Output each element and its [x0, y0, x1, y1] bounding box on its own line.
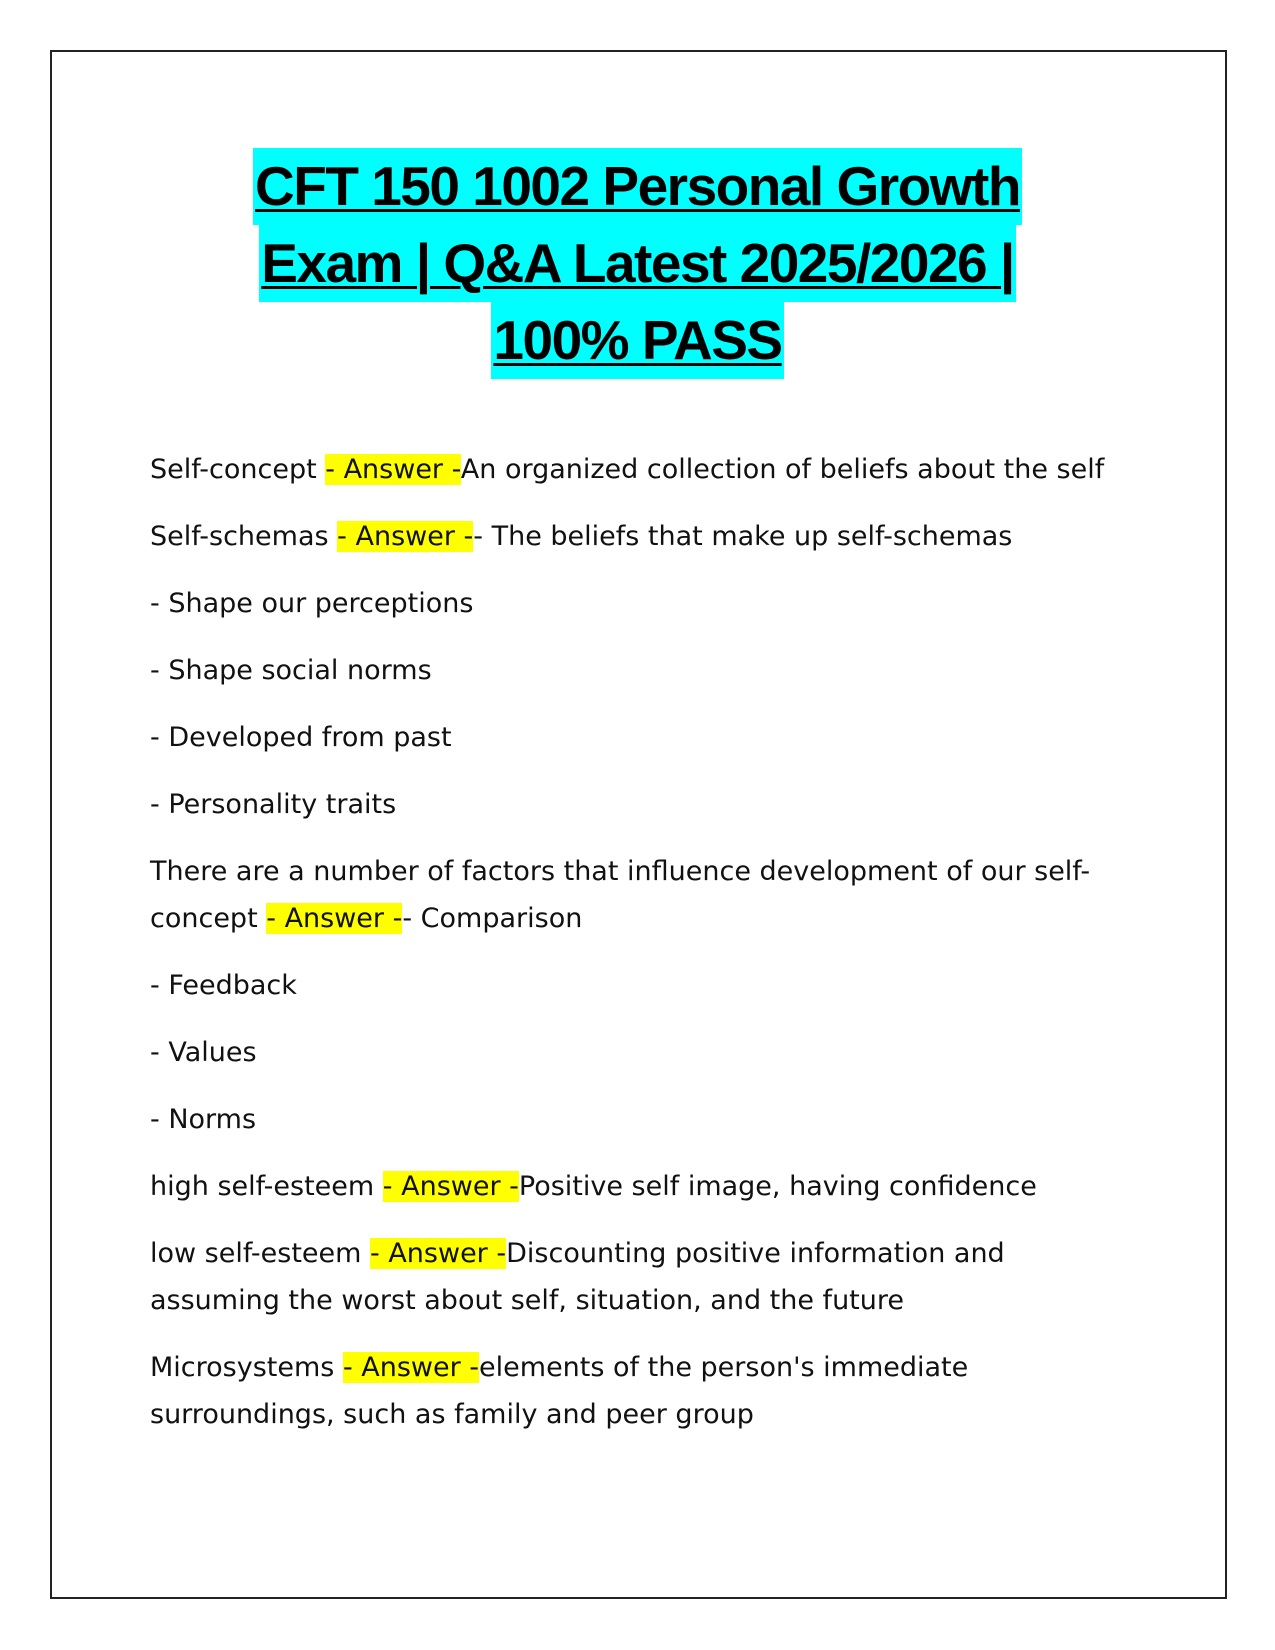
qa-item-low-self-esteem: [150, 1230, 1130, 1324]
answer-text: - Comparison: [402, 903, 583, 934]
qa-item-self-concept-factors: [150, 848, 1130, 942]
answer-marker: - Answer -: [325, 454, 461, 485]
list-item: - Developed from past: [150, 722, 452, 753]
answer-text: elements of the person's immediate surroundings, such as family and peer group: [150, 1352, 969, 1430]
question-text: low self-esteem: [150, 1238, 371, 1269]
list-item: - Personality traits: [150, 789, 397, 820]
title-line-1: CFT 150 1002 Personal Growth: [253, 148, 1022, 225]
answer-text: - The beliefs that make up self-schemas: [473, 521, 1013, 552]
question-text: high self-esteem: [150, 1171, 383, 1202]
answer-text: An organized collection of beliefs about the self: [460, 454, 1105, 485]
list-item: - Norms: [150, 1104, 257, 1135]
question-text: There are a number of factors that influence development of our self-concept: [150, 856, 1091, 934]
qa-item-self-concept: [150, 446, 1130, 493]
answer-text: Discounting positive information and assuming the worst about self, situation, and the future: [150, 1238, 1005, 1316]
answer-text: Positive self image, having confidence: [518, 1171, 1037, 1202]
qa-list: [150, 446, 1130, 1458]
answer-marker: - Answer -: [266, 903, 403, 934]
question-text: Microsystems: [150, 1352, 343, 1383]
title-line-2: Exam | Q&A Latest 2025/2026 |: [259, 225, 1016, 302]
answer-marker: - Answer -: [382, 1171, 519, 1202]
answer-marker: - Answer -: [342, 1352, 480, 1383]
qa-item-self-schemas: [150, 513, 1130, 560]
list-item: - Shape our perceptions: [150, 588, 474, 619]
question-text: Self-schemas: [150, 521, 338, 552]
list-item: - Shape social norms: [150, 655, 432, 686]
qa-item-high-self-esteem: [150, 1163, 1130, 1210]
document-title: [100, 148, 1175, 379]
question-text: Self-concept: [150, 454, 326, 485]
qa-item-microsystems: [150, 1344, 1130, 1438]
title-line-3: 100% PASS: [491, 302, 783, 379]
answer-marker: - Answer -: [337, 521, 474, 552]
list-item: - Feedback: [150, 970, 297, 1001]
answer-marker: - Answer -: [370, 1238, 507, 1269]
list-item: - Values: [150, 1037, 257, 1068]
